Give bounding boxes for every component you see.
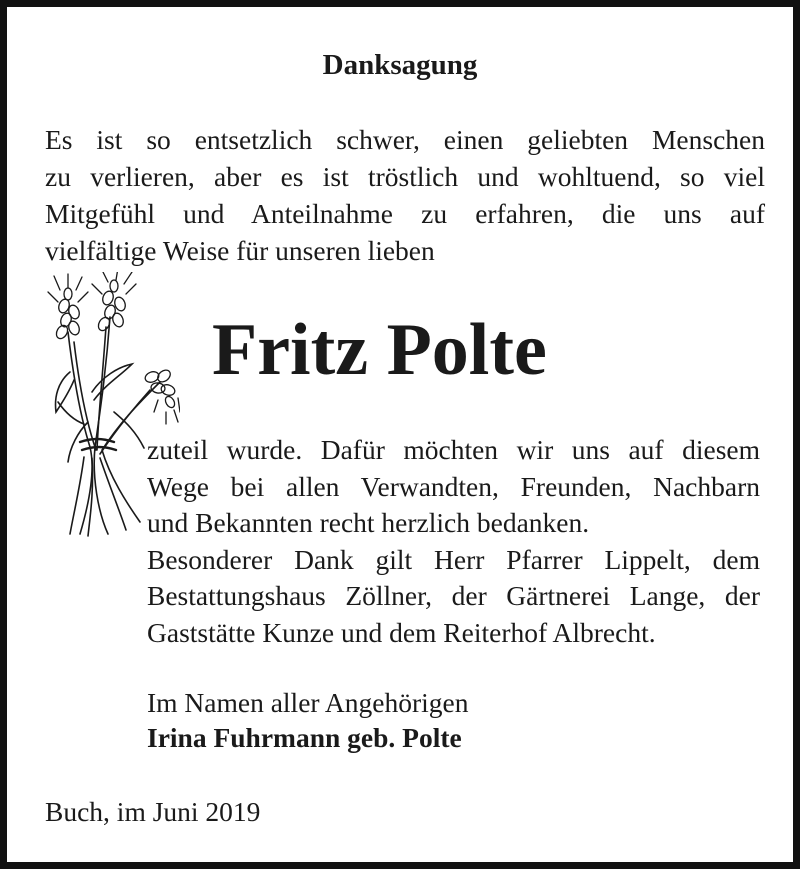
body-line: und Bekannten recht herzlich bedanken. — [147, 507, 590, 539]
signer-name: Irina Fuhrmann geb. Polte — [147, 722, 462, 753]
body-line: zuteil wurde. Dafür möchten wir uns auf diesem — [147, 434, 760, 465]
closing-text: Im Namen aller Angehörigen — [147, 687, 469, 718]
intro-line: Mitgefühl und Anteilnahme zu erfahren, die uns auf — [45, 198, 765, 229]
deceased-name: Fritz Polte — [212, 309, 547, 391]
intro-line: vielfältige Weise für unseren lieben — [45, 235, 435, 266]
body-line: Wege bei allen Verwandten, Freunden, Nachbarn — [147, 470, 760, 502]
body-line: Besonderer Dank gilt Herr Pfarrer Lippelt, dem — [147, 543, 760, 575]
body-line: Bestattungshaus Zöllner, der Gärtnerei Lange, der — [147, 580, 760, 612]
place-date: Buch, im Juni 2019 — [45, 796, 261, 827]
closing-block — [147, 685, 469, 755]
thanks-paragraph — [147, 432, 760, 652]
body-line: Gaststätte Kunze und dem Reiterhof Albrecht. — [147, 616, 656, 648]
intro-paragraph — [45, 121, 765, 269]
heading: Danksagung — [322, 49, 478, 81]
intro-line: Es ist so entsetzlich schwer, einen geliebten Menschen — [45, 124, 765, 155]
intro-line: zu verlieren, aber es ist tröstlich und wohltuend, so viel — [45, 161, 765, 192]
